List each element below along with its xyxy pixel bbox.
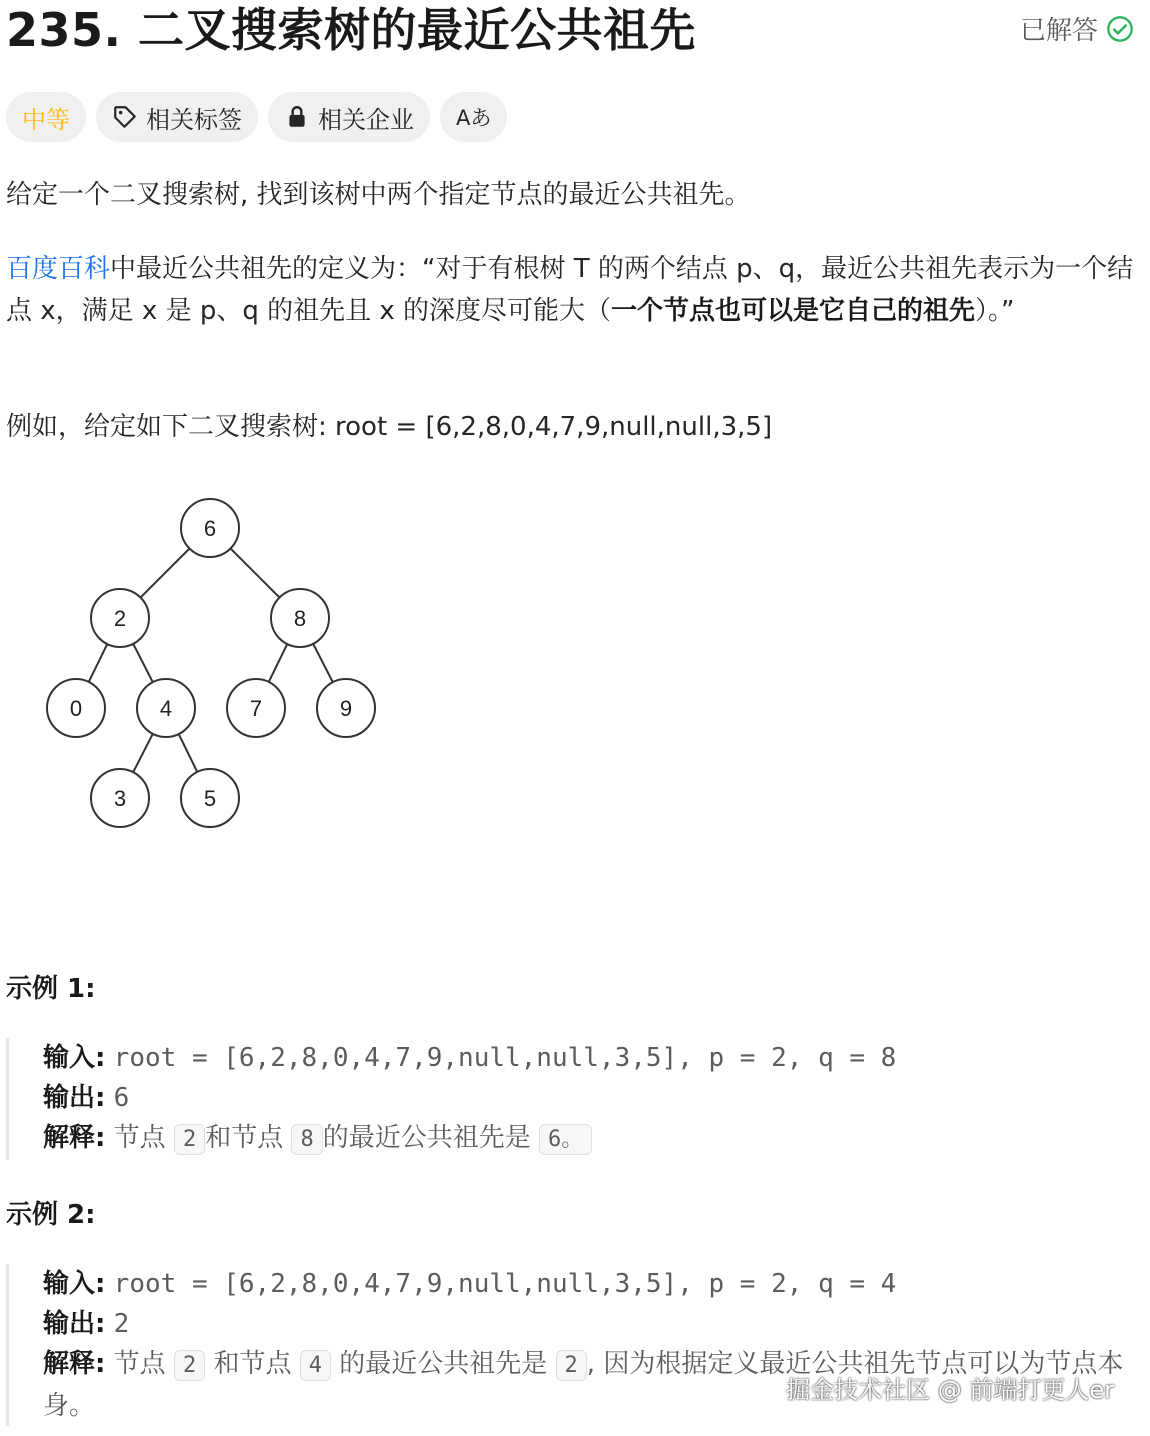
example-2-output: 2: [113, 1309, 130, 1339]
inline-code: 2: [556, 1350, 587, 1381]
explain-text: 节点: [113, 1123, 166, 1153]
output-label: 输出:: [43, 1083, 106, 1113]
input-label: 输入:: [43, 1043, 106, 1073]
output-label: 输出:: [43, 1309, 106, 1339]
tree-node: [181, 499, 239, 557]
related-topics-button[interactable]: [96, 92, 258, 142]
tag-row: [6, 92, 507, 142]
tree-node: [47, 679, 105, 737]
tree-node: [227, 679, 285, 737]
example-2-input: root = [6,2,8,0,4,7,9,null,null,3,5], p = 2, q = 4: [113, 1269, 897, 1299]
explain-label: 解释:: [43, 1123, 106, 1153]
description-intro: 给定一个二叉搜索树, 找到该树中两个指定节点的最近公共祖先。: [6, 180, 751, 210]
related-topics-label: 相关标签: [146, 105, 242, 134]
inline-code: 6。: [539, 1124, 592, 1155]
translate-button[interactable]: [440, 92, 507, 142]
baidu-baike-link[interactable]: 百度百科: [6, 254, 111, 284]
input-label: 输入:: [43, 1269, 106, 1299]
watermark: 掘金技术社区 @ 前端打更人er: [786, 1376, 1114, 1404]
example-2-title: 示例 2:: [6, 1200, 96, 1230]
tree-node-label: 3: [113, 786, 127, 811]
inline-code: 4: [300, 1350, 331, 1381]
explain-label: 解释:: [43, 1349, 106, 1379]
explain-text: 和节点: [205, 1123, 284, 1153]
tree-node-label: 6: [203, 516, 217, 541]
inline-code: 2: [174, 1124, 205, 1155]
explain-text: 和节点: [213, 1349, 292, 1379]
lock-icon: [284, 104, 310, 130]
difficulty-badge: [6, 92, 86, 142]
tree-node-label: 2: [113, 606, 127, 631]
tree-node-label: 5: [203, 786, 217, 811]
tree-node-label: 4: [159, 696, 173, 721]
translate-icon: Aあ: [456, 106, 492, 130]
tree-node-label: 7: [249, 696, 263, 721]
example-1-block: [6, 1038, 1133, 1160]
tree-node: [271, 589, 329, 647]
explain-text: 的最近公共祖先是: [322, 1123, 531, 1153]
explain-text: 的最近公共祖先是: [339, 1349, 548, 1379]
difficulty-label: 中等: [22, 105, 70, 134]
example-1-input-row: [43, 1038, 1133, 1078]
problem-title: 235. 二叉搜索树的最近公共祖先: [6, 3, 697, 57]
example-1-title: 示例 1:: [6, 974, 96, 1004]
inline-code: 2: [174, 1350, 205, 1381]
check-circle-icon: [1106, 15, 1134, 43]
explain-text: , 因为根据定义最近公共祖先节点可以为节点本身。: [43, 1349, 1124, 1421]
example-1-output-row: [43, 1078, 1133, 1118]
definition-text: 中最近公共祖先的定义为：“对于有根树 T 的两个结点 p、q，最近公共祖先表示为一个结点 x，满足 x 是 p、q 的祖先且 x 的深度尽可能大（: [6, 254, 1134, 326]
tag-icon: [112, 104, 138, 130]
definition-paragraph: [6, 248, 1136, 332]
explain-text: 节点: [113, 1349, 166, 1379]
inline-code: 8: [291, 1124, 322, 1155]
tree-node: [137, 679, 195, 737]
tree-node: [91, 769, 149, 827]
solved-status: [1020, 10, 1134, 47]
solved-label: 已解答: [1019, 16, 1098, 46]
definition-bold: 一个节点也可以是它自己的祖先: [611, 296, 976, 326]
example-2-input-row: [43, 1264, 1133, 1304]
tree-node: [181, 769, 239, 827]
related-companies-label: 相关企业: [318, 105, 414, 134]
tree-node-label: 0: [69, 696, 83, 721]
example-1-input: root = [6,2,8,0,4,7,9,null,null,3,5], p = 2, q = 8: [113, 1043, 897, 1073]
tree-node: [91, 589, 149, 647]
tree-node-label: 9: [339, 696, 353, 721]
example-intro: 例如，给定如下二叉搜索树: root = [6,2,8,0,4,7,9,null,null,3,5]: [6, 412, 773, 442]
example-1-explain-row: [43, 1118, 1133, 1160]
related-companies-button[interactable]: [268, 92, 430, 142]
bst-diagram: [30, 488, 400, 848]
tree-node-label: 8: [293, 606, 307, 631]
example-1-output: 6: [113, 1083, 130, 1113]
tree-node: [317, 679, 375, 737]
example-2-output-row: [43, 1304, 1133, 1344]
definition-end: ）。”: [975, 296, 1015, 326]
